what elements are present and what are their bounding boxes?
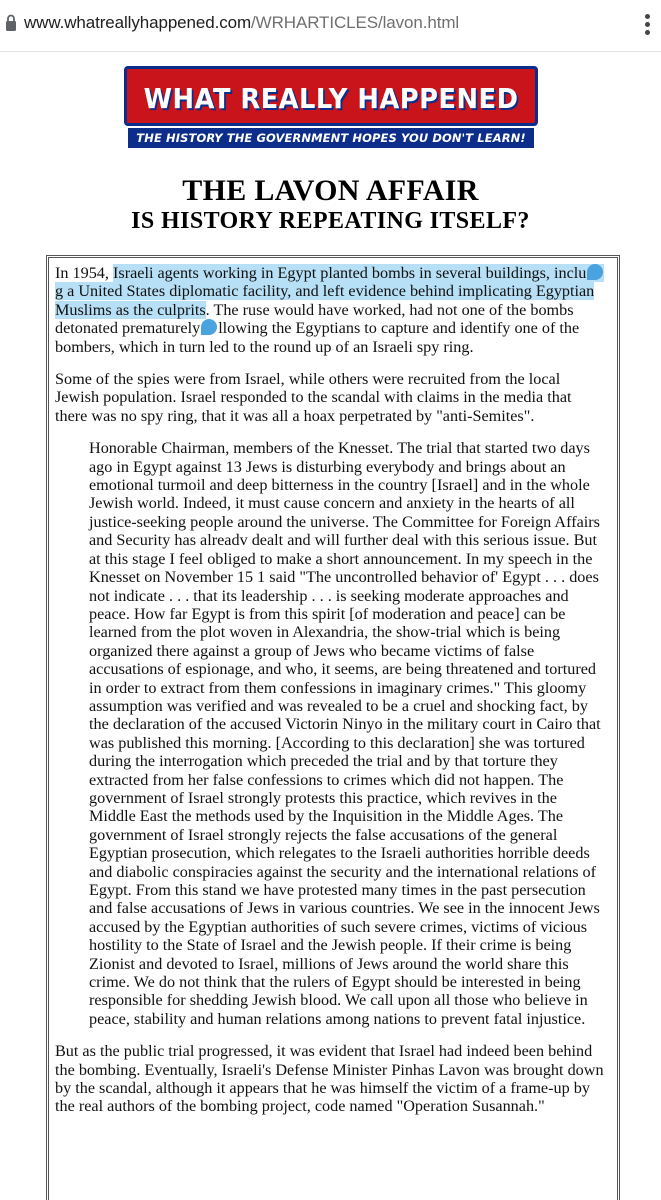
selection-start-handle[interactable] <box>587 264 603 280</box>
selected-text-part-a: Israeli agents working in Egypt planted bombs in several buildings, inclu <box>113 264 587 282</box>
logo-title: WHAT REALLY HAPPENED <box>143 82 519 115</box>
url-path: /WRHARTICLES/lavon.html <box>251 13 460 32</box>
paragraph-text: . The ruse would have worked, had not one of the bombs detonated prematurely <box>55 300 574 338</box>
page-title: THE LAVON AFFAIR <box>182 174 479 207</box>
site-logo[interactable] <box>116 60 546 152</box>
selection-end-handle[interactable] <box>201 319 217 335</box>
page-subtitle: IS HISTORY REPEATING ITSELF? <box>131 208 530 234</box>
logo-tagline: THE HISTORY THE GOVERNMENT HOPES YOU DON'T LEARN! <box>128 128 534 148</box>
logo-banner <box>124 66 538 126</box>
paragraph-text: In 1954, <box>55 264 113 282</box>
url-text[interactable] <box>24 13 459 33</box>
lock-icon[interactable] <box>5 14 17 32</box>
knesset-quote: Honorable Chairman, members of the Knesset. The trial that started two days ago in Egypt against 13 Jews is disturbing everybody and brings about an emotional turmoil and deep bitterness in the country [Israel] and in the whole Jewish world. Indeed, it must cause concern and anxiety in the hearts of all justice-seeking people around the universe. The Committee for Foreign Affairs and Security has alreadv dealt and will further deal with this serious issue. But at this stage I feel obliged to make a short announcement. In my speech in the Knesset on November 15 1 said "The uncontrolled behavior of' Egypt . . . does not indicate . . . that its leadership . . . is seeking moderate approaches and peace. How far Egypt is from this spirit [of moderation and peace] can be learned from the plot woven in Alexandria, the show-trial which is being organized there against a group of Jews who became victims of false accusations of espionage, and who, it seems, are being threatened and tortured in order to extract from them confessions in imaginary crimes." This gloomy assumption was verified and was revealed to be a cruel and shocking fact, by the declaration of the accused Victorin Ninyo in the military court in Cairo that was published this morning. [According to this declaration] she was tortured during the interrogation which preceded the trial and by that torture they extracted from her false confessions to crimes which did not happen. The government of Israel strongly protests this practice, which revives in the Middle East the methods used by the Inquisition in the Middle Ages. The government of Israel strongly rejects the false accusations of the general Egyptian prosecution, which relegates to the Israeli authorities horrible deeds and diabolic conspiracies against the security and the international relations of Egypt. From this stand we have protested many times in the past persecution and false accusations of Jews in various countries. We see in the innocent Jews accused by the Egyptian authorities of such severe crimes, victims of vicious hostility to the State of Israel and the Jewish people. If their crime is being Zionist and devoted to Israel, millions of Jews around the world share this crime. We do not think that the rulers of Egypt should be interested in being responsible for shedding Jewish blood. We call upon all those who believe in peace, stability and human relations among nations to prevent fatal injustice. <box>89 439 601 1028</box>
more-vert-icon[interactable] <box>643 12 651 36</box>
url-domain: www.whatreallyhappened.com <box>24 13 252 32</box>
article-paragraph-1 <box>55 264 607 356</box>
selected-text-part-b: g a United States diplomatic facility, and left evidence behind implicating Egyptian Muslims as the culprits <box>55 282 595 319</box>
article-body <box>46 255 620 1200</box>
article-paragraph-2: Some of the spies were from Israel, while others were recruited from the local Jewish population. Israel responded to the scandal with claims in the media that there was no spy ring, that it was all a hoax perpetrated by "anti-Semites". <box>55 370 572 425</box>
article-paragraph-3: But as the public trial progressed, it was evident that Israel had indeed been behind the bombing. Eventually, Israeli's Defense Minister Pinhas Lavon was brought down by the scandal, although it appears that he was himself the victim of a frame-up by the real authors of the bombing project, code named "Operation Susannah." <box>55 1042 604 1116</box>
browser-address-bar[interactable] <box>0 0 661 52</box>
paragraph-text: llowing the Egyptians to capture and identify one of the bombers, which in turn led to the round up of an Israeli spy ring. <box>55 319 580 356</box>
